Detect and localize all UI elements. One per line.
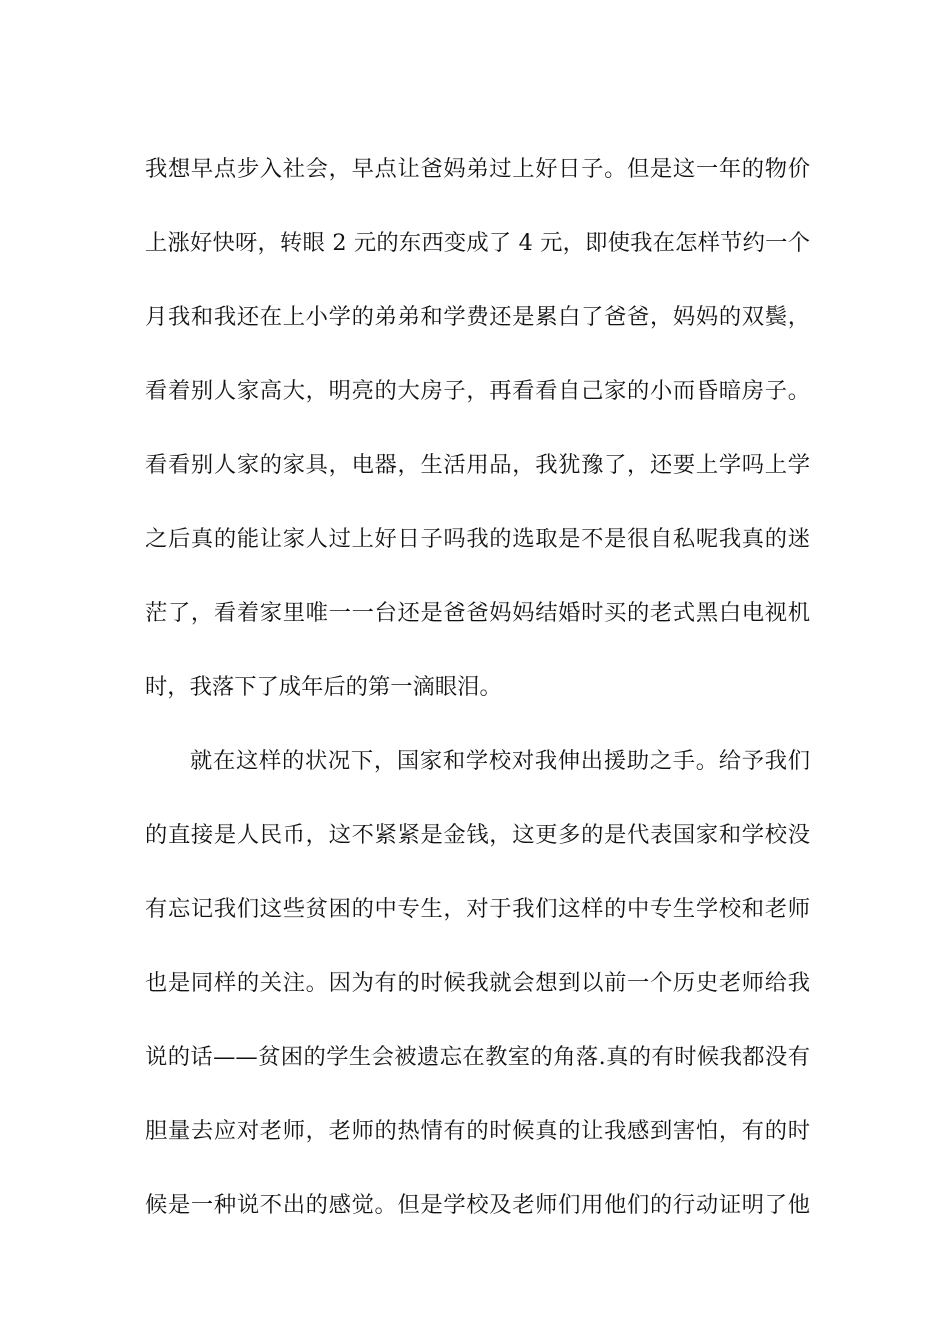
paragraph-2-line-1: 就在这样的状况下，国家和学校对我伸出援助之手。给予我们 xyxy=(190,748,810,774)
paragraph-1-line-6: 之后真的能让家人过上好日子吗我的选取是不是很自私呢我真的迷 xyxy=(145,526,810,552)
paragraph-1-line-3: 月我和我还在上小学的弟弟和学费还是累白了爸爸，妈妈的双鬓， xyxy=(145,304,810,330)
paragraph-2-line-3: 有忘记我们这些贫困的中专生，对于我们这样的中专生学校和老师 xyxy=(145,896,810,922)
paragraph-1-line-7: 茫了，看着家里唯一一台还是爸爸妈妈结婚时买的老式黑白电视机 xyxy=(145,600,810,626)
paragraph-2-line-7: 候是一种说不出的感觉。但是学校及老师们用他们的行动证明了他 xyxy=(145,1192,810,1218)
paragraph-1-line-4: 看着别人家高大，明亮的大房子，再看看自己家的小而昏暗房子。 xyxy=(145,378,810,404)
paragraph-2-line-2: 的直接是人民币，这不紧紧是金钱，这更多的是代表国家和学校没 xyxy=(145,822,810,848)
paragraph-1-line-8: 时，我落下了成年后的第一滴眼泪。 xyxy=(145,674,502,700)
paragraph-2-line-5: 说的话——贫困的学生会被遗忘在教室的角落.真的有时候我都没有 xyxy=(145,1044,810,1070)
paragraph-2-line-4: 也是同样的关注。因为有的时候我就会想到以前一个历史老师给我 xyxy=(145,970,810,996)
document-body xyxy=(145,132,810,1242)
paragraph-1-line-1: 我想早点步入社会，早点让爸妈弟过上好日子。但是这一年的物价 xyxy=(145,156,810,182)
paragraph-1-line-5: 看看别人家的家具，电器，生活用品，我犹豫了，还要上学吗上学 xyxy=(145,452,810,478)
paragraph-1-line-2: 上涨好快呀，转眼 2 元的东西变成了 4 元，即使我在怎样节约一个 xyxy=(145,230,810,256)
paragraph-2-line-6: 胆量去应对老师，老师的热情有的时候真的让我感到害怕，有的时 xyxy=(145,1118,810,1144)
